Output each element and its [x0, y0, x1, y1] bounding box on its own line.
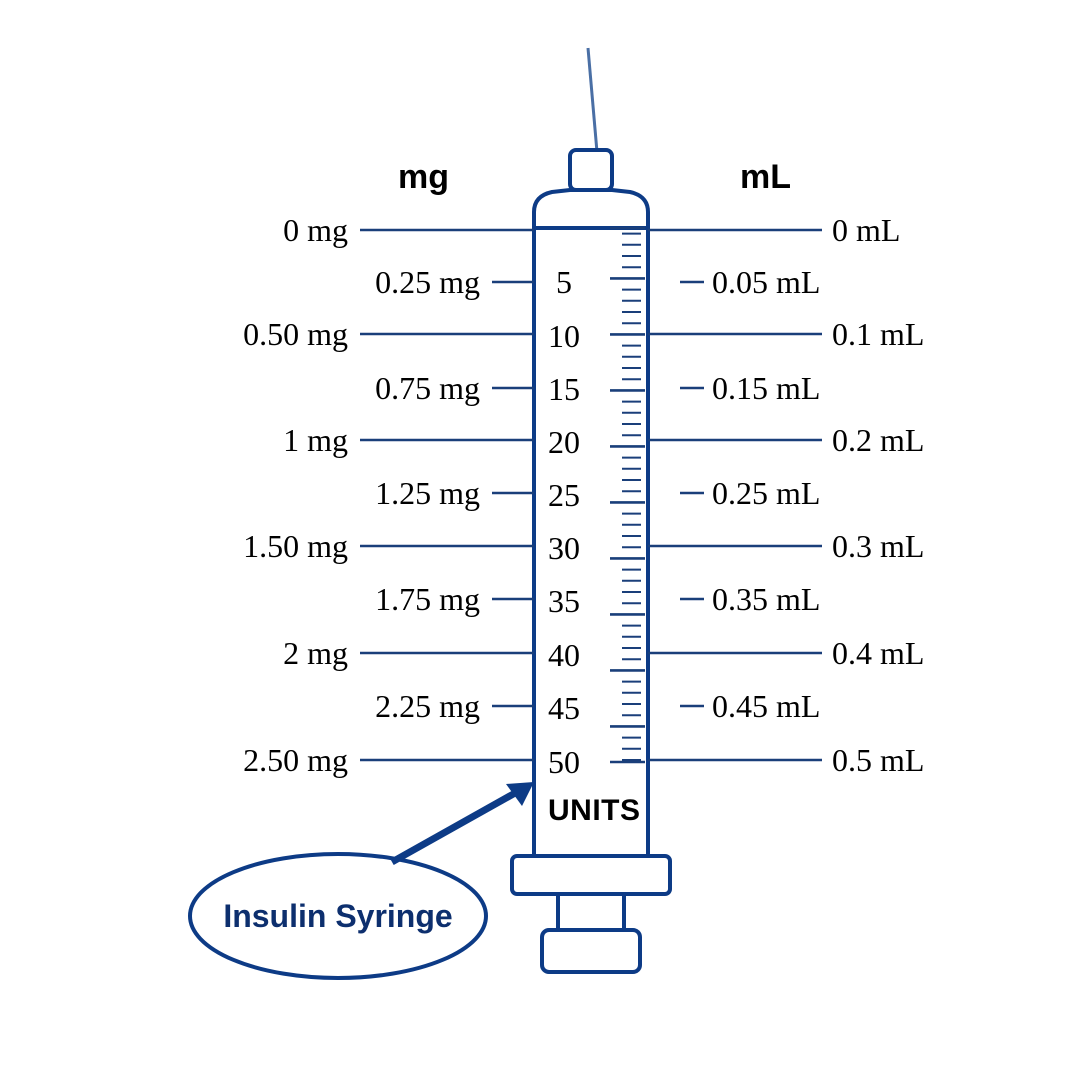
unit-number: 50 [548, 744, 580, 780]
ml-label: 0.45 mL [712, 688, 821, 724]
ml-label: 0.3 mL [832, 528, 925, 564]
mg-label: 1.75 mg [375, 581, 480, 617]
mg-label: 2.25 mg [375, 688, 480, 724]
ml-label: 0.15 mL [712, 370, 821, 406]
callout-label: Insulin Syringe [223, 898, 453, 934]
unit-number: 30 [548, 530, 580, 566]
ml-label: 0.35 mL [712, 581, 821, 617]
column-heading-ml: mL [740, 158, 791, 196]
plunger-thumb-rest [542, 930, 640, 972]
unit-number: 5 [556, 264, 572, 300]
unit-number: 25 [548, 477, 580, 513]
ml-label: 0.2 mL [832, 422, 925, 458]
finger-flange [512, 856, 670, 894]
unit-number: 40 [548, 637, 580, 673]
ml-label: 0.25 mL [712, 475, 821, 511]
callout-arrow [392, 782, 534, 862]
ml-label: 0.5 mL [832, 742, 925, 778]
ml-label: 0.1 mL [832, 316, 925, 352]
mg-label: 2 mg [283, 635, 348, 671]
mg-label: 0.25 mg [375, 264, 480, 300]
mg-label: 0 mg [283, 212, 348, 248]
mg-label: 1.50 mg [243, 528, 348, 564]
unit-number: 20 [548, 424, 580, 460]
needle-icon [588, 48, 597, 152]
mg-label: 1.25 mg [375, 475, 480, 511]
units-label: UNITS [548, 794, 641, 827]
unit-number: 35 [548, 583, 580, 619]
mg-label: 1 mg [283, 422, 348, 458]
needle-hub [570, 150, 612, 190]
ml-label: 0.4 mL [832, 635, 925, 671]
column-heading-mg: mg [398, 158, 449, 196]
unit-number: 15 [548, 371, 580, 407]
ml-label: 0.05 mL [712, 264, 821, 300]
mg-label: 0.75 mg [375, 370, 480, 406]
unit-number: 45 [548, 690, 580, 726]
mg-label: 0.50 mg [243, 316, 348, 352]
ml-label: 0 mL [832, 212, 901, 248]
barrel-shoulder [534, 190, 648, 228]
mg-label: 2.50 mg [243, 742, 348, 778]
unit-number: 10 [548, 318, 580, 354]
